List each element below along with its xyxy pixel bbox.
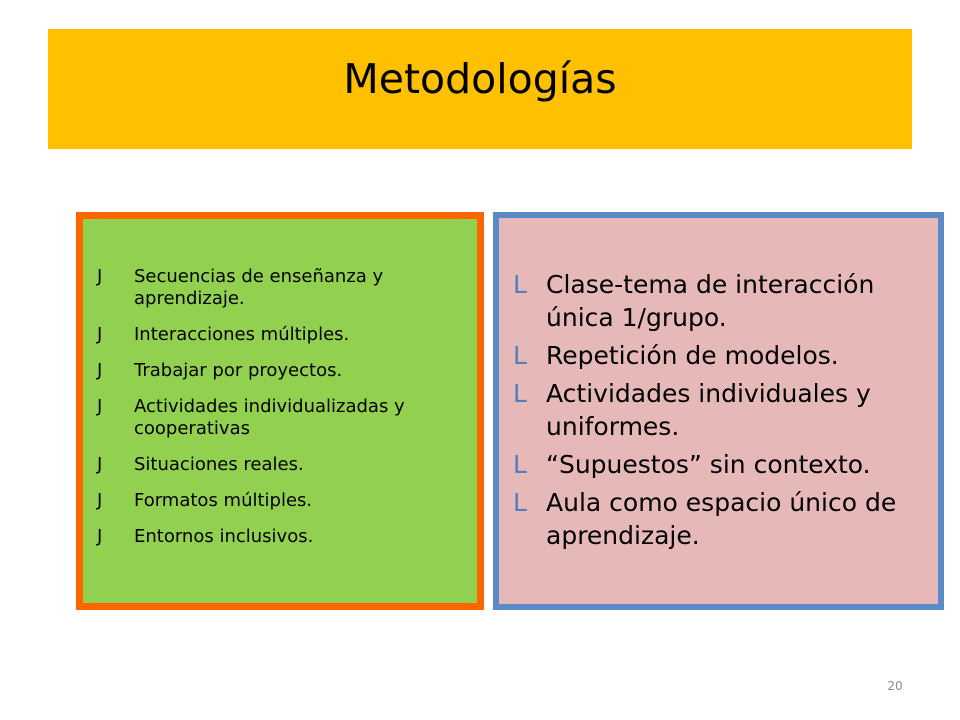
list-item [513, 377, 933, 443]
list-item [97, 396, 463, 440]
list-item-text: Situaciones reales. [134, 454, 304, 475]
list-item [513, 448, 933, 481]
list-item [97, 324, 463, 346]
bullet-icon: J [97, 490, 103, 511]
list-item-text: Trabajar por proyectos. [134, 360, 343, 381]
left-bullet-list [97, 266, 463, 562]
list-item [97, 360, 463, 382]
list-item-text: Actividades individuales y uniformes. [546, 379, 871, 441]
list-item [97, 490, 463, 512]
bullet-icon: L [513, 488, 527, 517]
bullet-icon: L [513, 270, 527, 299]
bullet-icon: J [97, 360, 103, 381]
list-item-text: Aula como espacio único de aprendizaje. [546, 488, 897, 550]
bullet-icon: J [97, 454, 103, 475]
list-item [97, 526, 463, 548]
list-item [97, 454, 463, 476]
list-item-text: Formatos múltiples. [134, 490, 313, 511]
left-panel [76, 212, 484, 610]
list-item [513, 339, 933, 372]
list-item [97, 266, 463, 310]
list-item-text: Clase-tema de interacción única 1/grupo. [546, 270, 875, 332]
bullet-icon: L [513, 450, 527, 479]
bullet-icon: L [513, 379, 527, 408]
list-item [513, 268, 933, 334]
bullet-icon: L [513, 341, 527, 370]
list-item-text: Repetición de modelos. [546, 341, 839, 370]
list-item-text: Entornos inclusivos. [134, 526, 314, 547]
slide-title: Metodologías [343, 55, 617, 103]
title-bar [48, 29, 912, 149]
list-item-text: “Supuestos” sin contexto. [546, 450, 871, 479]
right-bullet-list [513, 268, 933, 557]
bullet-icon: J [97, 266, 103, 287]
bullet-icon: J [97, 526, 103, 547]
list-item-text: Actividades individualizadas y cooperativas [134, 396, 405, 439]
bullet-icon: J [97, 396, 103, 417]
list-item-text: Secuencias de enseñanza y aprendizaje. [134, 266, 384, 309]
list-item [513, 486, 933, 552]
bullet-icon: J [97, 324, 103, 345]
list-item-text: Interacciones múltiples. [134, 324, 350, 345]
right-panel [493, 212, 944, 610]
page-number: 20 [887, 679, 903, 693]
